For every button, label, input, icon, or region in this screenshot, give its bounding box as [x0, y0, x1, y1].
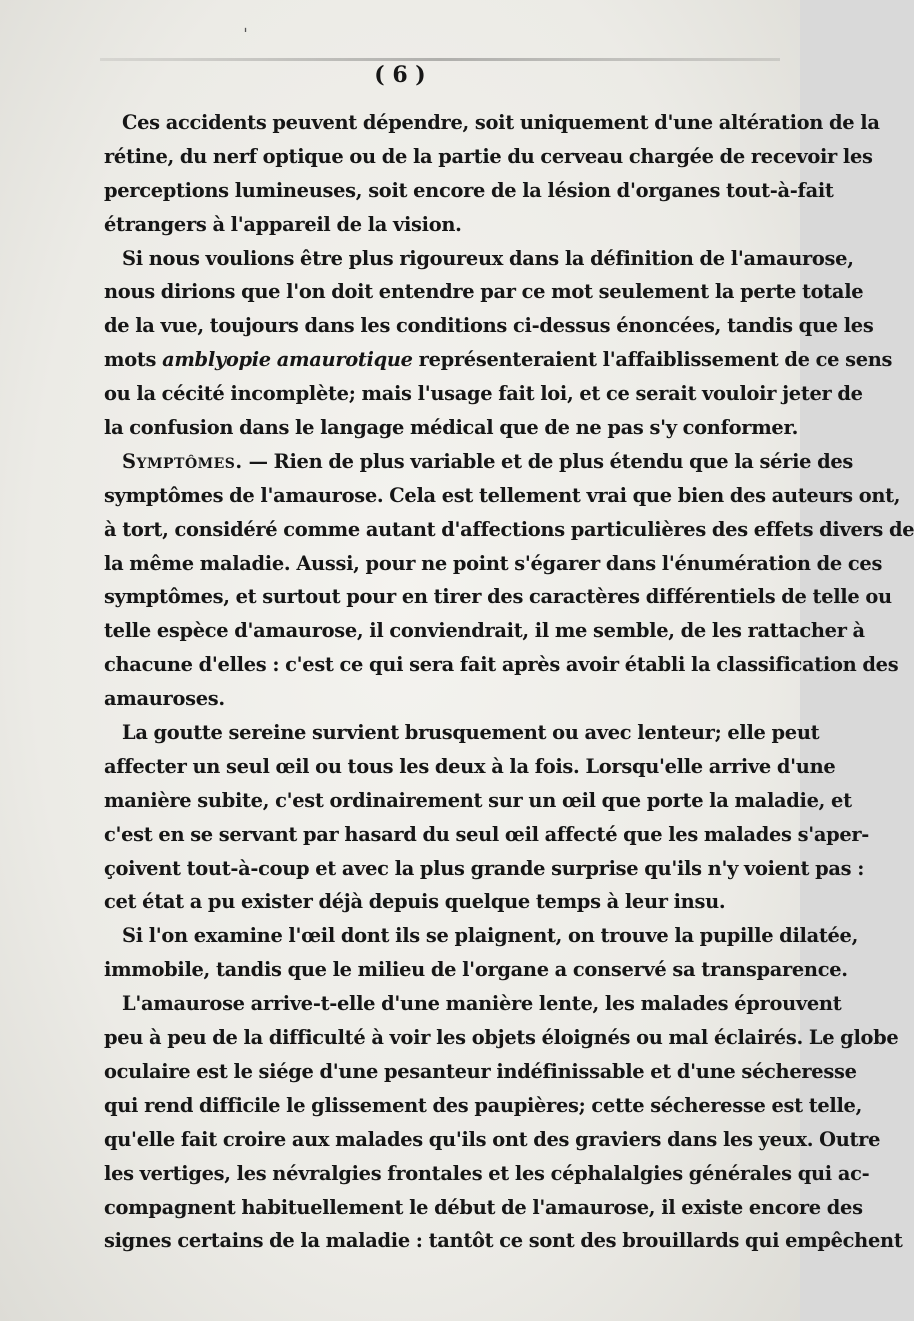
text-line: telle espèce d'amaurose, il conviendrait, il me semble, de les rattacher à — [104, 619, 865, 643]
text-line: manière subite, c'est ordinairement sur un œil que porte la maladie, et — [104, 788, 852, 812]
text-line: nous dirions que l'on doit entendre par ce mot seulement la perte totale — [104, 280, 864, 304]
text-line: les vertiges, les névralgies frontales et les céphalalgies générales qui ac- — [104, 1161, 870, 1185]
text-line: immobile, tandis que le milieu de l'organe a conservé sa transparence. — [104, 958, 848, 982]
text-line: çoivent tout-à-coup et avec la plus grande surprise qu'ils n'y voient pas : — [104, 856, 865, 880]
header-rule — [100, 58, 780, 61]
text-line: ou la cécité incomplète; mais l'usage fait loi, et ce serait vouloir jeter de — [104, 382, 863, 406]
text-line: perceptions lumineuses, soit encore de la lésion d'organes tout-à-fait — [104, 178, 834, 202]
text-line: la même maladie. Aussi, pour ne point s'égarer dans l'énumération de ces — [104, 551, 883, 575]
text-line: oculaire est le siége d'une pesanteur indéfinissable et d'une sécheresse — [104, 1059, 857, 1083]
text-span: représenteraient l'affaiblissement de ce sens — [412, 348, 893, 372]
text-line: la confusion dans le langage médical que de ne pas s'y conformer. — [104, 416, 799, 440]
text-span: mots — [104, 348, 163, 372]
text-line: peu à peu de la difficulté à voir les objets éloignés ou mal éclairés. Le globe — [104, 1026, 899, 1050]
body-text — [104, 106, 914, 1306]
text-line — [104, 343, 893, 377]
margin-mark: ˌ — [243, 14, 248, 35]
text-line: cet état a pu exister déjà depuis quelque temps à leur insu. — [104, 890, 726, 914]
text-line: signes certains de la maladie : tantôt ce sont des brouillards qui empêchent — [104, 1229, 903, 1253]
page-number: ( 6 ) — [374, 62, 426, 88]
text-line: Si nous voulions être plus rigoureux dans la définition de l'amaurose, — [122, 246, 854, 270]
text-line: Si l'on examine l'œil dont ils se plaignent, on trouve la pupille dilatée, — [122, 924, 859, 948]
text-line: Ces accidents peuvent dépendre, soit uniquement d'une altération de la — [122, 111, 880, 134]
text-line: compagnent habituellement le début de l'amaurose, il existe encore des — [104, 1195, 863, 1219]
text-line: affecter un seul œil ou tous les deux à la fois. Lorsqu'elle arrive d'une — [104, 754, 836, 778]
text-line: rétine, du nerf optique ou de la partie du cerveau chargée de recevoir les — [104, 144, 873, 168]
text-line: c'est en se servant par hasard du seul œil affecté que les malades s'aper- — [104, 822, 870, 846]
text-line: chacune d'elles : c'est ce qui sera fait après avoir établi la classification des — [104, 653, 899, 677]
italic-term: amblyopie amaurotique — [162, 348, 413, 372]
text-line: qui rend difficile le glissement des paupières; cette sécheresse est telle, — [104, 1093, 863, 1117]
text-line: symptômes, et surtout pour en tirer des caractères différentiels de telle ou — [104, 585, 892, 609]
text-span: — Rien de plus variable et de plus étendu que la série des — [242, 449, 854, 473]
text-line: L'amaurose arrive-t-elle d'une manière lente, les malades éprouvent — [122, 992, 842, 1016]
text-line: La goutte sereine survient brusquement ou avec lenteur; elle peut — [122, 721, 820, 745]
text-line: amauroses. — [104, 687, 225, 711]
text-line: symptômes de l'amaurose. Cela est tellement vrai que bien des auteurs ont, — [104, 483, 901, 507]
text-line: de la vue, toujours dans les conditions ci-dessus énoncées, tandis que les — [104, 314, 874, 338]
text-line: qu'elle fait croire aux malades qu'ils ont des graviers dans les yeux. Outre — [104, 1127, 881, 1151]
text-line: étrangers à l'appareil de la vision. — [104, 212, 462, 236]
text-line — [104, 445, 854, 479]
section-heading: Symptômes. — [122, 449, 243, 473]
text-line: à tort, considéré comme autant d'affections particulières des effets divers de — [104, 517, 914, 541]
